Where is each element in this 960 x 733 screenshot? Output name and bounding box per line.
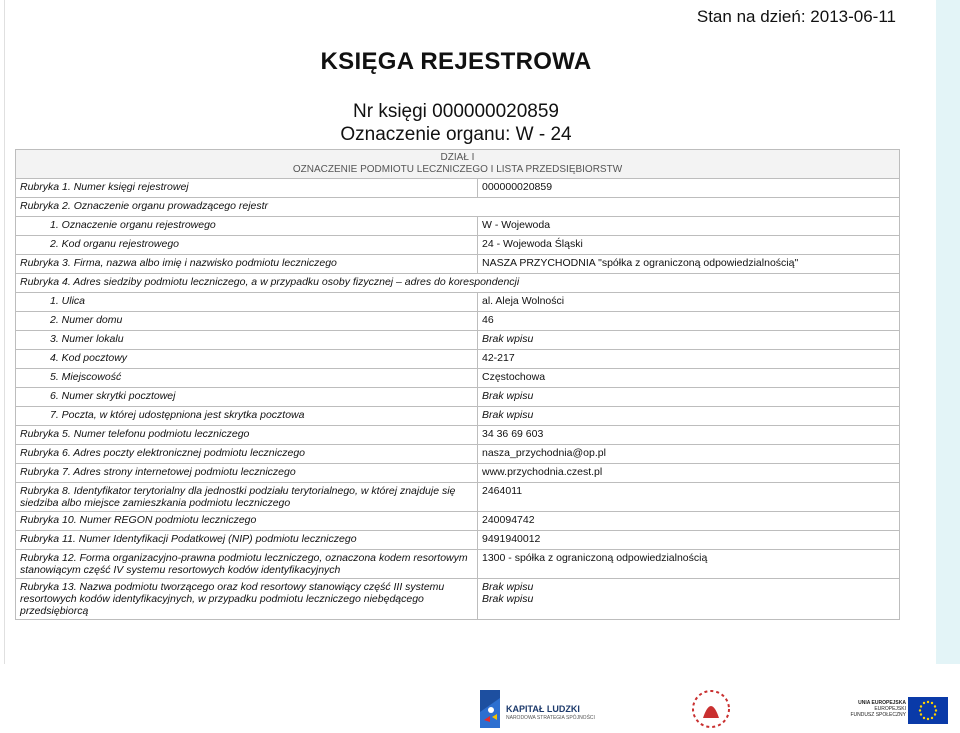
row-value: 000000020859 <box>478 179 900 198</box>
status-date: Stan na dzień: 2013-06-11 <box>696 7 896 26</box>
kapital-ludzki-logo-icon <box>478 690 502 728</box>
row-label: 1. Ulica <box>16 293 478 312</box>
table-row <box>16 369 900 388</box>
table-row <box>16 550 900 579</box>
table-row <box>16 483 900 512</box>
table-row <box>16 217 900 236</box>
row-label: Rubryka 5. Numer telefonu podmiotu leczniczego <box>16 426 478 445</box>
table-row <box>16 350 900 369</box>
kapital-ludzki-subtitle: NARODOWA STRATEGIA SPÓJNOŚCI <box>506 715 595 721</box>
table-row <box>16 312 900 331</box>
row-value-line: Brak wpisu <box>482 581 534 593</box>
row-label: Rubryka 4. Adres siedziby podmiotu leczniczego, a w przypadku osoby fizycznej – adres do korespondencji <box>16 274 900 293</box>
table-row <box>16 388 900 407</box>
institution-seal-icon <box>690 688 732 730</box>
table-row <box>16 426 900 445</box>
row-value-line: Brak wpisu <box>482 593 534 605</box>
row-value: 240094742 <box>478 512 900 531</box>
eu-fund-label-1: EUROPEJSKI <box>874 706 906 712</box>
register-table <box>15 149 900 620</box>
row-label: Rubryka 12. Forma organizacyjno-prawna podmiotu leczniczego, oznaczona kodem resortowym stanowiącym część IV systemu resortowych kodów identyfikacyjnych <box>16 550 478 579</box>
table-row <box>16 255 900 274</box>
eu-flag-icon <box>908 697 948 724</box>
table-row <box>16 445 900 464</box>
row-label: Rubryka 3. Firma, nazwa albo imię i nazwisko podmiotu leczniczego <box>16 255 478 274</box>
row-value: www.przychodnia.czest.pl <box>478 464 900 483</box>
row-value: 34 36 69 603 <box>478 426 900 445</box>
row-label: Rubryka 2. Oznaczenie organu prowadzącego rejestr <box>16 198 900 217</box>
section-header <box>16 150 900 179</box>
row-label: 6. Numer skrytki pocztowej <box>16 388 478 407</box>
row-value: NASZA PRZYCHODNIA "spółka z ograniczoną odpowiedzialnością" <box>478 255 900 274</box>
row-value: Brak wpisu <box>478 331 900 350</box>
table-row <box>16 236 900 255</box>
table-row <box>16 512 900 531</box>
row-value: al. Aleja Wolności <box>478 293 900 312</box>
kapital-ludzki-title: KAPITAŁ LUDZKI <box>506 704 580 714</box>
row-label: 5. Miejscowość <box>16 369 478 388</box>
table-row <box>16 293 900 312</box>
table-row <box>16 464 900 483</box>
row-label: 2. Kod organu rejestrowego <box>16 236 478 255</box>
table-row <box>16 274 900 293</box>
row-label: Rubryka 7. Adres strony internetowej podmiotu leczniczego <box>16 464 478 483</box>
row-label: 7. Poczta, w której udostępniona jest skrytka pocztowa <box>16 407 478 426</box>
row-value <box>478 579 900 620</box>
row-label: 3. Numer lokalu <box>16 331 478 350</box>
organ-designation: Oznaczenie organu: W - 24 <box>340 124 572 145</box>
row-value: 1300 - spółka z ograniczoną odpowiedzialnością <box>478 550 900 579</box>
row-label: 4. Kod pocztowy <box>16 350 478 369</box>
row-value: Brak wpisu <box>478 407 900 426</box>
eu-union-label: UNIA EUROPEJSKA <box>858 700 906 706</box>
row-label: 2. Numer domu <box>16 312 478 331</box>
row-value: 42-217 <box>478 350 900 369</box>
page-title: KSIĘGA REJESTROWA <box>320 48 592 75</box>
row-label: Rubryka 6. Adres poczty elektronicznej podmiotu leczniczego <box>16 445 478 464</box>
row-value: Brak wpisu <box>478 388 900 407</box>
table-row <box>16 331 900 350</box>
section-title: DZIAŁ I <box>440 152 475 163</box>
row-label: Rubryka 8. Identyfikator terytorialny dla jednostki podziału terytorialnego, w której znajduje się siedziba albo miejsce zamieszkania podmiotu leczniczego <box>16 483 478 512</box>
row-value: 46 <box>478 312 900 331</box>
register-number-block <box>0 100 912 146</box>
table-row <box>16 179 900 198</box>
row-label: Rubryka 1. Numer księgi rejestrowej <box>16 179 478 198</box>
table-row <box>16 531 900 550</box>
row-value: 9491940012 <box>478 531 900 550</box>
row-value: nasza_przychodnia@op.pl <box>478 445 900 464</box>
row-label: Rubryka 13. Nazwa podmiotu tworzącego oraz kod resortowy stanowiący część III systemu resortowych kodów identyfikacyjnych, w przypadku podmiotu leczniczego niebędącego przedsiębiorcą <box>16 579 478 620</box>
row-value: Częstochowa <box>478 369 900 388</box>
table-row <box>16 198 900 217</box>
table-row <box>16 407 900 426</box>
row-value: W - Wojewoda <box>478 217 900 236</box>
row-label: 1. Oznaczenie organu rejestrowego <box>16 217 478 236</box>
table-row <box>16 579 900 620</box>
side-panel <box>936 0 960 664</box>
register-number: Nr księgi 000000020859 <box>353 101 559 122</box>
eu-fund-label-2: FUNDUSZ SPOŁECZNY <box>850 712 906 718</box>
eu-caption <box>836 700 906 718</box>
section-subtitle: OZNACZENIE PODMIOTU LECZNICZEGO I LISTA PRZEDSIĘBIORSTW <box>292 164 623 175</box>
row-label: Rubryka 10. Numer REGON podmiotu leczniczego <box>16 512 478 531</box>
row-value: 2464011 <box>478 483 900 512</box>
row-value: 24 - Wojewoda Śląski <box>478 236 900 255</box>
row-label: Rubryka 11. Numer Identyfikacji Podatkowej (NIP) podmiotu leczniczego <box>16 531 478 550</box>
